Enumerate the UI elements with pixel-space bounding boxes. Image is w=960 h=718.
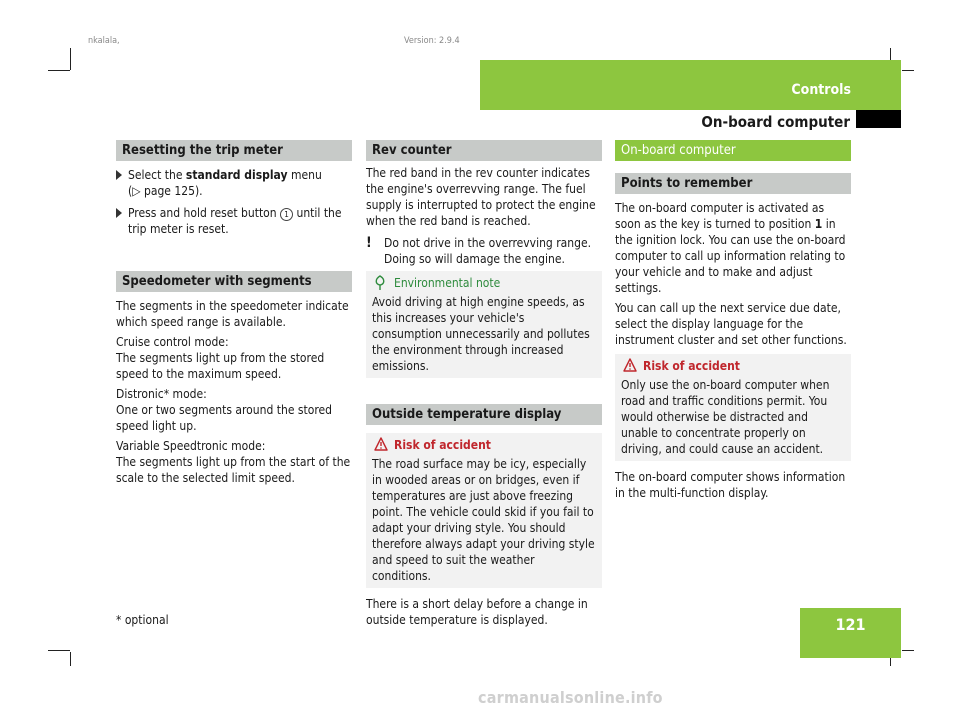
heading-rev-counter: Rev counter	[366, 140, 602, 161]
step-text: ).	[194, 184, 203, 198]
heading-text: Risk of accident	[394, 438, 491, 452]
environmental-note-heading	[372, 275, 596, 291]
print-meta-left: nkalala,	[88, 36, 120, 46]
column-left	[116, 140, 352, 490]
step-arrow-icon	[116, 208, 122, 218]
leaf-icon	[374, 275, 386, 290]
page-reference[interactable]: page 125	[143, 184, 195, 198]
paragraph: The segments light up from the stored speed to the maximum speed.	[116, 351, 325, 381]
crop-mark	[48, 650, 70, 651]
paragraph: The segments in the speedometer indicate which speed range is available.	[116, 299, 349, 329]
watermark: carmanualsonline.info	[478, 688, 663, 707]
step-text: until the trip meter is reset.	[128, 206, 342, 236]
paragraph: The red band in the rev counter indicates the engine's overrevving range. The fuel supply is interrupted to protect the engine when the red band is reached.	[366, 166, 596, 228]
step-arrow-icon	[116, 170, 122, 180]
crop-mark	[70, 652, 71, 666]
column-right	[615, 140, 851, 505]
print-meta-right: Version: 2.9.4	[404, 36, 460, 46]
warning-triangle-icon	[374, 437, 388, 451]
text: The on-board computer is activated as soon as the key is turned to position	[615, 201, 825, 231]
paragraph	[615, 200, 851, 296]
step-text: (	[128, 184, 133, 198]
section-label: Controls	[791, 82, 851, 98]
page-title: On-board computer	[701, 113, 850, 131]
heading-points-to-remember: Points to remember	[615, 173, 851, 194]
step-text: Press and hold reset button	[128, 206, 281, 220]
environmental-note-box	[366, 271, 602, 378]
key-position: 1	[814, 217, 823, 231]
notice-text: Do not drive in the overrevving range. Doing so will damage the engine.	[384, 236, 592, 266]
warning-text: Only use the on-board computer when road and traffic conditions permit. You would otherwise be distracted and unable to concentrate properly on driving, and could cause an accident.	[621, 378, 830, 456]
heading-outside-temperature: Outside temperature display	[366, 404, 602, 425]
notice	[366, 235, 602, 267]
page-ref-arrow-icon: ▷	[132, 184, 141, 198]
exclamation-icon: !	[366, 235, 372, 251]
warning-box	[366, 433, 602, 588]
thumb-tab	[856, 110, 901, 128]
reset-button-callout: 1	[280, 208, 293, 221]
heading-trip-meter: Resetting the trip meter	[116, 140, 352, 161]
page-number: 121	[800, 608, 901, 658]
crop-mark	[70, 48, 71, 70]
text: in the ignition lock. You can use the on-board computer to call up information relating to your vehicle and to make and adjust settings.	[615, 217, 846, 295]
warning-heading	[621, 358, 845, 374]
heading-on-board-computer: On-board computer	[615, 140, 851, 161]
crop-mark	[48, 70, 70, 71]
paragraph: Variable Speedtronic mode:	[116, 439, 266, 453]
heading-speedometer: Speedometer with segments	[116, 271, 352, 292]
footnote: * optional	[116, 613, 169, 627]
heading-text: Risk of accident	[643, 359, 740, 373]
menu-name: standard display	[185, 168, 288, 182]
paragraph: Distronic* mode:	[116, 387, 207, 401]
paragraph: The segments light up from the start of the scale to the selected limit speed.	[116, 455, 351, 485]
heading-text: Environmental note	[394, 276, 501, 290]
paragraph: The on-board computer shows information in the multi-function display.	[615, 470, 846, 500]
step-text: menu	[287, 168, 322, 182]
paragraph: You can call up the next service due date, select the display language for the instrument cluster and set other functions.	[615, 301, 847, 347]
warning-text: The road surface may be icy, especially in wooded areas or on bridges, even if temperatures are just above freezing point. The vehicle could skid if you fail to adapt your driving style. You should therefore always adapt your driving style and speed to suit the weather conditions.	[372, 457, 595, 583]
warning-triangle-icon	[623, 358, 637, 372]
warning-box	[615, 354, 851, 461]
crop-mark	[902, 70, 914, 71]
column-middle	[366, 140, 602, 632]
section-tab	[480, 60, 901, 110]
environmental-note-text: Avoid driving at high engine speeds, as this increases your vehicle's consumption unnecessarily and pollutes the environment through increased emissions.	[372, 295, 590, 373]
paragraph: There is a short delay before a change in outside temperature is displayed.	[366, 597, 588, 627]
step-text: Select the	[128, 168, 186, 182]
step-select-menu	[116, 167, 352, 199]
paragraph: Cruise control mode:	[116, 335, 229, 349]
paragraph: One or two segments around the stored speed light up.	[116, 403, 333, 433]
step-press-reset	[116, 205, 352, 237]
crop-mark	[902, 650, 914, 651]
warning-heading	[372, 437, 596, 453]
